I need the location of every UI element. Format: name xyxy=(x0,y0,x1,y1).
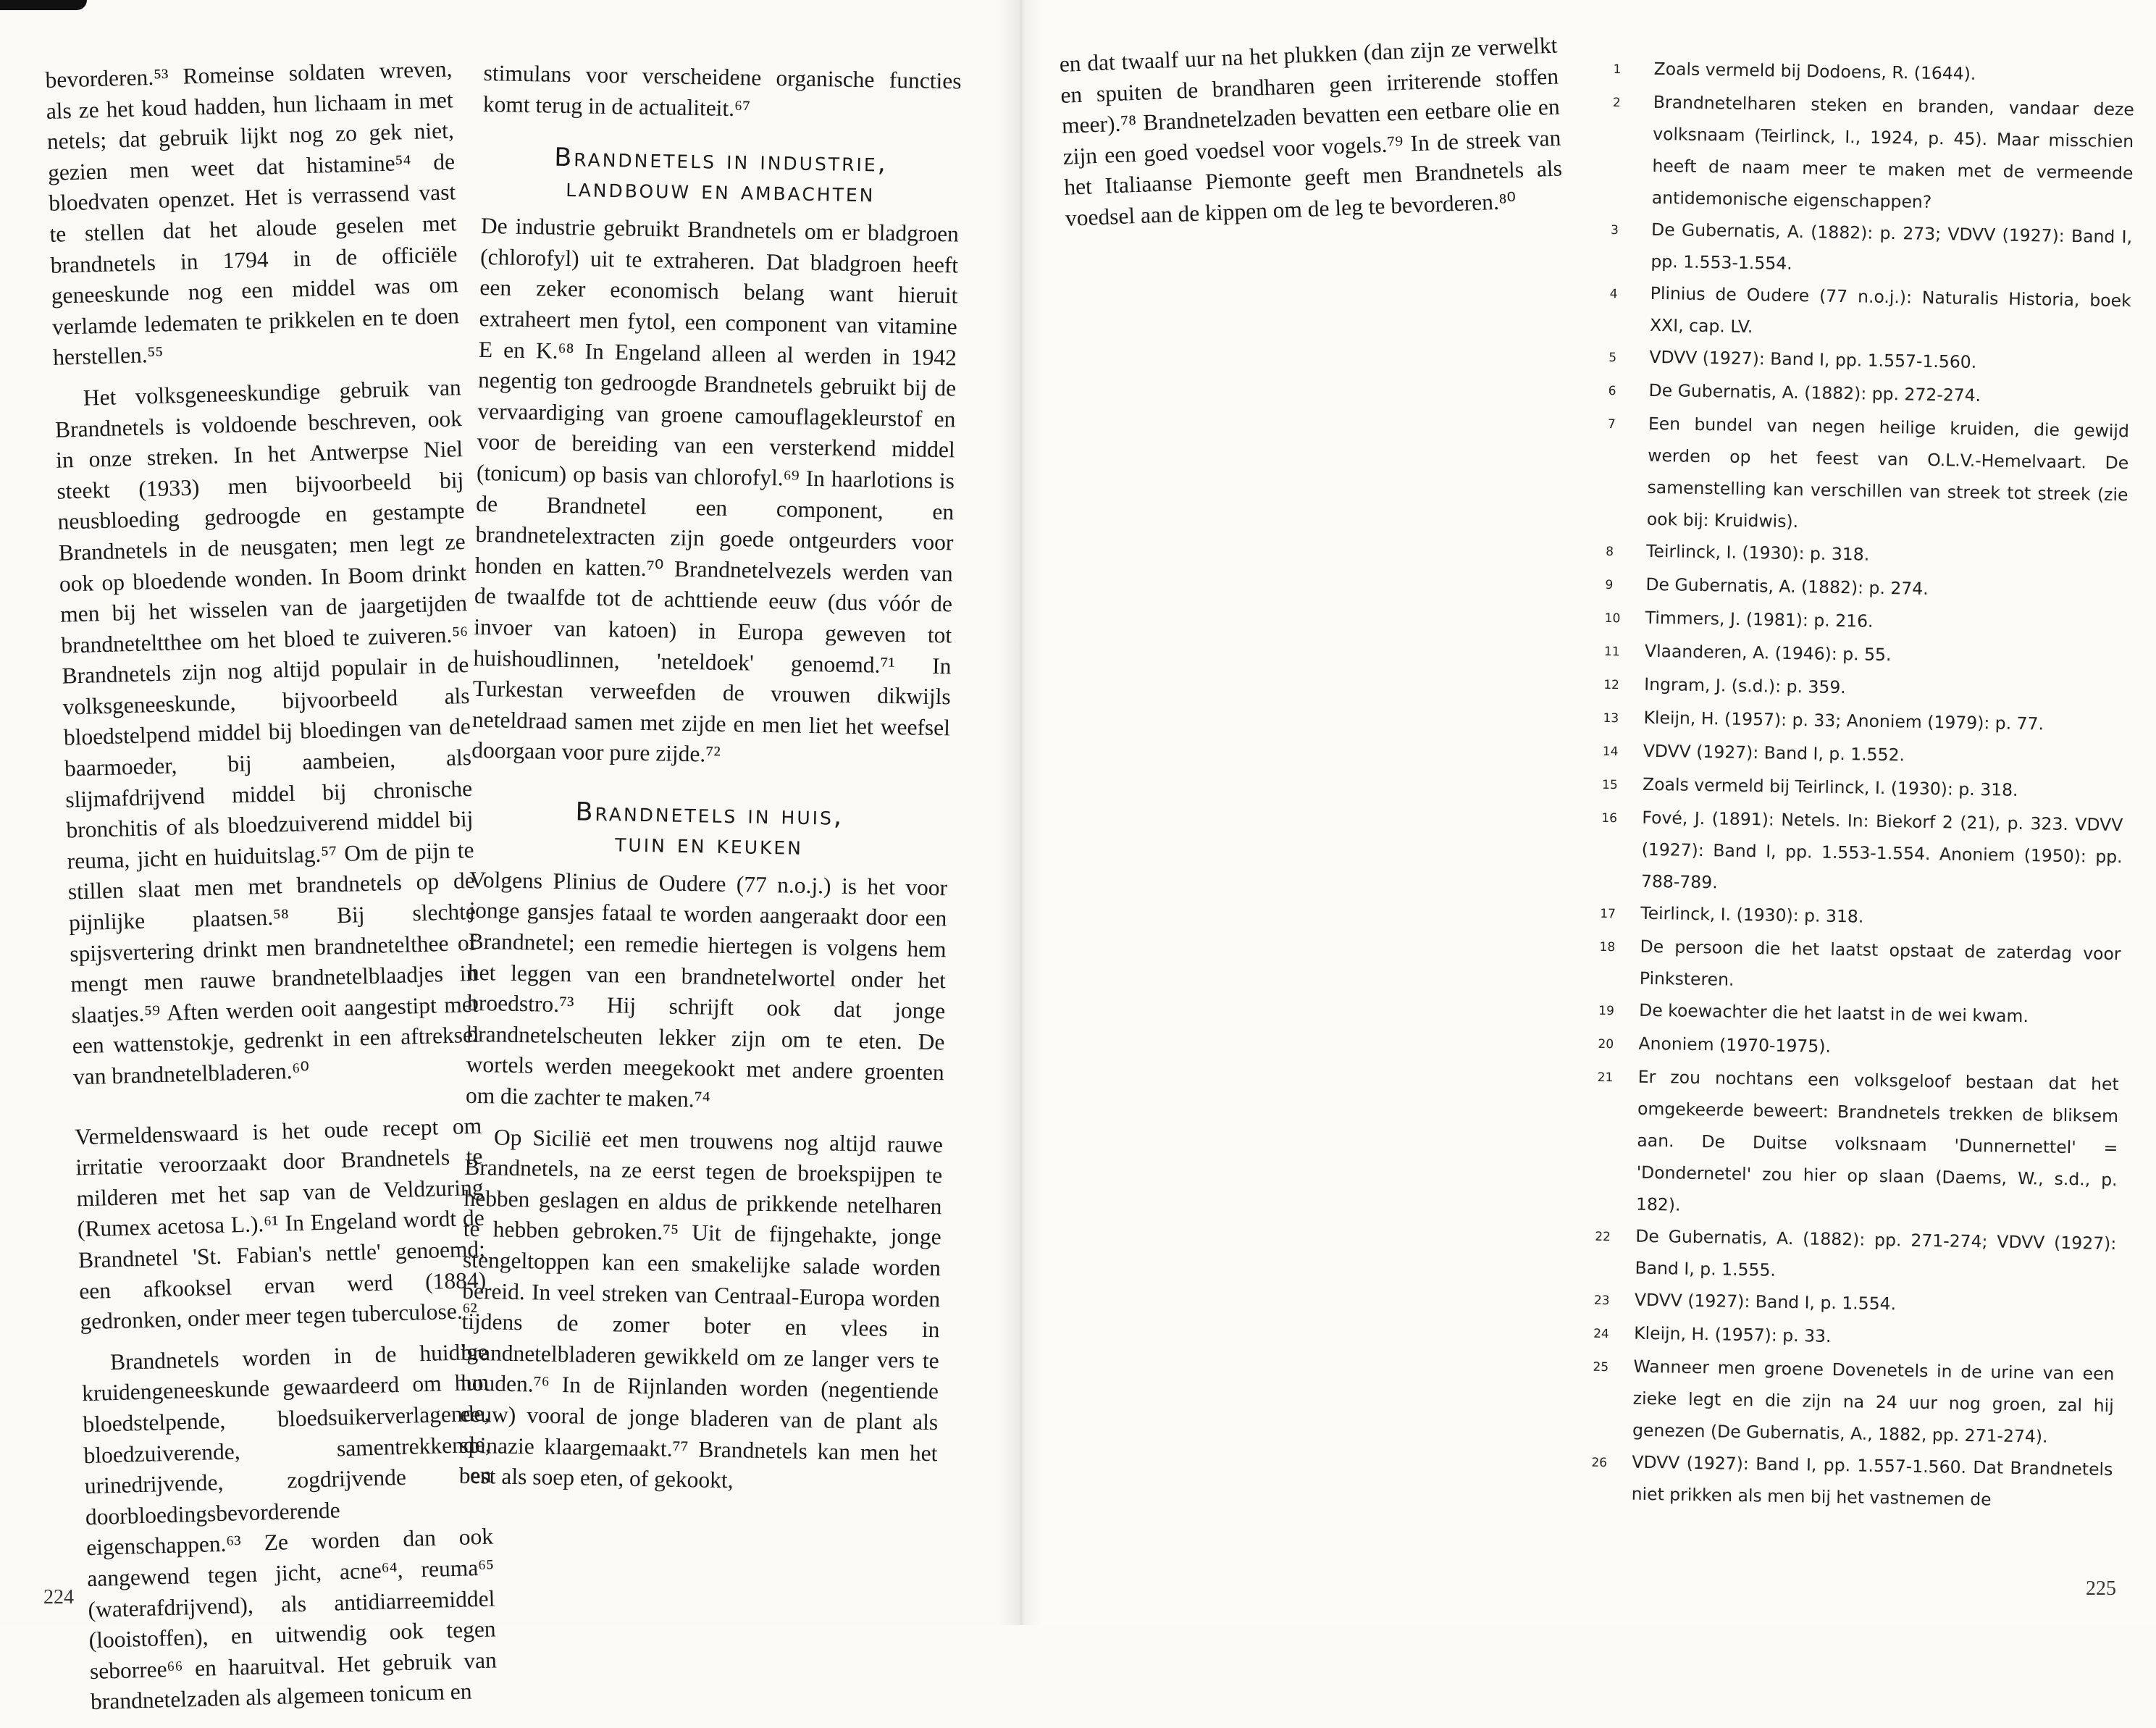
endnote-text: Zoals vermeld bij Teirlinck, I. (1930): p. 318. xyxy=(1642,773,2018,800)
endnote-text: De persoon die het laatst opstaat de zaterdag voor Pinksteren. xyxy=(1639,936,2121,990)
endnote-number: 2 xyxy=(1612,95,1621,111)
endnote-number: 26 xyxy=(1591,1455,1608,1471)
endnote-number: 5 xyxy=(1608,350,1617,366)
heading-line: Brandnetels in industrie, xyxy=(553,143,889,178)
paragraph: Op Sicilië eet men trouwens nog altijd rauwe Brandnetels, na ze eerst tegen de broekspijpen te hebben geslagen en aldus de prikkende netelharen te hebben gebroken.⁷⁵ Uit de fijngehakte, jonge stengeltoppen kan een smakelijke salade worden bereid. In veel streken van Centraal-Europa worden tijdens de zomer boter en vlees in brandnetelbladeren gewikkeld om ze langer vers te houden.⁷⁶ In de Rijnlanden worden (negentiende eeuw) vooral de jonge bladeren van de plant als spinazie klaargemaakt.⁷⁷ Brandnetels kan men het best als soep eten, of gekookt, xyxy=(458,1124,944,1493)
left-page-column-1 xyxy=(45,54,498,1728)
page-number-left: 224 xyxy=(43,1586,74,1609)
endnote-text: Teirlinck, I. (1930): p. 318. xyxy=(1640,902,1864,927)
paragraph: Volgens Plinius de Oudere (77 n.o.j.) is het voor jonge gansjes fataal te worden aangeraakt door een Brandnetel; een remedie hiertegen is volgens hem het leggen van een brandnetelwortel onder het broedstro.⁷³ Hij schrijft ook dat jonge brandnetelscheuten lekker zijn om te eten. De wortels werden meegekookt met andere groenten om die zachter te maken.⁷⁴ xyxy=(465,866,948,1112)
endnote-text: De Gubernatis, A. (1882): pp. 272-274. xyxy=(1648,379,1981,406)
endnote-item xyxy=(1592,1350,2115,1454)
heading-line: Brandnetels in huis, xyxy=(575,797,844,831)
paragraph: De industrie gebruikt Brandnetels om er bladgroen (chlorofyl) uit te extraheren. Dat bladgroen heeft een zeker economisch belang want hieruit extraheert men fytol, een component van vitamine E en K.⁶⁸ In Engeland alleen al werden in 1942 negentig ton gedroogde Brandnetels gebruikt bij de vervaardiging van groene camouflagekleurstof en voor de bereiding van een versterkend middel (tonicum) op basis van chlorofyl.⁶⁹ In haarlotions is de Brandnetel een component, en brandnetelextracten zijn goede ontgeurders voor honden en katten.⁷⁰ Brandnetelvezels werden van de twaalfde tot de achttiende eeuw (dus vóór de invoer van katoen) in Europa geweven tot huishoudlinnen, 'neteldoek' genoemd.⁷¹ In Turkestan verweefden de vrouwen dikwijls neteldraad samen met zijde en men liet het weefsel doorgaan voor pure zijde.⁷² xyxy=(471,213,960,768)
endnote-text: Kleijn, H. (1957): p. 33; Anoniem (1979): p. 77. xyxy=(1643,707,2044,734)
endnote-item xyxy=(1606,407,2130,542)
right-page-column-text xyxy=(1059,30,1564,245)
endnote-number: 3 xyxy=(1610,222,1619,238)
corner-shadow xyxy=(0,0,87,10)
endnote-number: 13 xyxy=(1603,710,1619,726)
endnote-text: Brandnetelharen steken en branden, vandaar deze volksnaam (Teirlinck, I., 1924, p. 45). Maar misschien heeft de naam meer te maken met de vermeende antidemonische eigenschappen? xyxy=(1651,91,2135,212)
paragraph: Het volksgeneeskundige gebruik van Brandnetels is voldoende beschreven, ook in onze streken. In het Antwerpse Niel steekt (1933) men bijvoorbeeld bij neusbloeding gedroogde en gestampte Brandnetels in de neusgaten; men legt ze ook op bloedende wonden. In Boom drinkt men bij het wisselen van de jaargetijden brandneteltthee om het bloed te zuiveren.⁵⁶ Brandnetels zijn nog altijd populair in de volksgeneeskunde, bijvoorbeeld als bloedstelpend middel bij bloedingen van de baarmoeder, bij aambeien, als slijmafdrijvend middel bij chronische bronchitis of als bloedzuiverend middel bij reuma, jicht en huiduitslag.⁵⁷ Om de pijn te stillen slaat men met brandnetels op de pijnlijke plaatsen.⁵⁸ Bij slechte spijsvertering drinkt men brandnetelthee of mengt men rauwe brandnetelblaadjes in slaatjes.⁵⁹ Aften werden ooit aangestipt met een wattenstokje, gedrenkt in een aftreksel van brandnetelbladeren.⁶⁰ xyxy=(54,374,480,1090)
endnote-number: 10 xyxy=(1604,611,1621,626)
endnote-number: 18 xyxy=(1599,939,1616,955)
endnote-number: 21 xyxy=(1597,1070,1614,1086)
paragraph: bevorderen.⁵³ Romeinse soldaten wreven, als ze het koud hadden, hun lichaam in met netels; dat gebruik lijkt nog zo gek niet, gezien men weet dat histamine⁵⁴ de bloedvaten openzet. Het is verrassend vast te stellen dat het aloude geselen met brandnetels in 1794 in de officiële geneeskunde nog een middel was om verlamde ledematen te prikkelen en te doen herstellen.⁵⁵ xyxy=(45,56,460,371)
endnote-number: 1 xyxy=(1613,62,1622,77)
endnote-number: 24 xyxy=(1593,1326,1609,1342)
endnote-text: De koewachter die het laatst in de wei kwam. xyxy=(1639,999,2029,1027)
endnote-text: De Gubernatis, A. (1882): p. 274. xyxy=(1645,574,1929,599)
endnote-item xyxy=(1601,801,2123,905)
endnote-item xyxy=(1595,1060,2119,1228)
endnote-text: Zoals vermeld bij Dodoens, R. (1644). xyxy=(1653,58,1976,84)
endnote-text: Er zou nochtans een volksgeloof bestaan dat het omgekeerde beweert: Brandnetels trekken de bliksem aan. De Duitse volksnaam 'Dunnernettel' = 'Dondernetel' zou hier op slaan (Daems, W., s.d., p. 182). xyxy=(1635,1066,2119,1215)
endnote-item xyxy=(1610,213,2132,285)
paragraph: en dat twaalf uur na het plukken (dan zijn ze verwelkt en spuiten de brandharen geen irriterende stoffen meer).⁷⁸ Brandnetelzaden bevatten een eetbare olie en zijn een goed voedsel voor vogels.⁷⁹ In de streek van het Italiaanse Piemonte geeft men Brandnetels als voedsel aan de kippen om de leg te bevorderen.⁸⁰ xyxy=(1059,32,1563,231)
endnote-text: Wanneer men groene Dovenetels in de urine van een zieke legt en die zijn na 24 uur nog groen, zal hij genezen (De Gubernatis, A., 1882, pp. 271-274). xyxy=(1632,1356,2115,1447)
endnote-number: 4 xyxy=(1609,286,1618,302)
endnote-number: 25 xyxy=(1593,1359,1609,1375)
endnote-number: 16 xyxy=(1601,810,1618,826)
endnote-text: Teirlinck, I. (1930): p. 318. xyxy=(1645,540,1870,565)
left-page-column-2 xyxy=(458,58,962,1510)
endnote-text: De Gubernatis, A. (1882): p. 273; VDVV (1927): Band I, pp. 1.553-1.554. xyxy=(1650,219,2133,274)
endnote-number: 12 xyxy=(1603,677,1620,693)
endnote-item xyxy=(1590,1446,2113,1517)
endnote-text: Een bundel van negen heilige kruiden, die gewijd werden op het feest van O.L.V.-Hemelvaart. De samenstelling kan verschillen van streek tot streek (zie ook bij: Kruidwis). xyxy=(1646,413,2130,532)
endnotes-list xyxy=(1590,52,2135,1517)
endnote-item xyxy=(1599,930,2121,1002)
paragraph: stimulans voor verscheidene organische functies komt terug in de actualiteit.⁶⁷ xyxy=(482,59,962,122)
endnote-text: Plinius de Oudere (77 n.o.j.): Naturalis Historia, boek XXI, cap. LV. xyxy=(1649,282,2131,337)
section-heading-industrie xyxy=(482,141,960,211)
section-heading-huis xyxy=(470,795,949,865)
endnote-text: VDVV (1927): Band I, p. 1.554. xyxy=(1634,1289,1897,1314)
endnote-number: 8 xyxy=(1606,544,1614,560)
endnote-item xyxy=(1611,85,2135,221)
endnote-number: 19 xyxy=(1598,1003,1614,1019)
heading-line: landbouw en ambachten xyxy=(565,174,876,209)
endnote-text: Vlaanderen, A. (1946): p. 55. xyxy=(1644,640,1892,666)
heading-line: tuin en keuken xyxy=(614,829,804,861)
endnote-text: De Gubernatis, A. (1882): pp. 271-274; VDVV (1927): Band I, p. 1.555. xyxy=(1635,1225,2117,1280)
endnote-item xyxy=(1609,277,2131,348)
endnote-number: 22 xyxy=(1595,1229,1611,1245)
endnote-text: Timmers, J. (1981): p. 216. xyxy=(1645,607,1874,632)
endnote-number: 20 xyxy=(1598,1036,1614,1052)
endnote-number: 9 xyxy=(1605,577,1614,593)
endnote-number: 14 xyxy=(1602,744,1619,760)
endnote-text: Anoniem (1970-1975). xyxy=(1638,1033,1832,1057)
endnote-number: 6 xyxy=(1608,383,1616,399)
book-gutter xyxy=(999,0,1043,1625)
endnote-number: 17 xyxy=(1600,906,1616,922)
endnote-text: Kleijn, H. (1957): p. 33. xyxy=(1634,1322,1832,1346)
endnote-text: VDVV (1927): Band I, pp. 1.557-1.560. xyxy=(1649,346,1977,372)
endnote-text: VDVV (1927): Band I, p. 1.552. xyxy=(1643,740,1905,766)
endnote-number: 11 xyxy=(1603,644,1620,660)
endnote-text: Ingram, J. (s.d.): p. 359. xyxy=(1644,674,1846,698)
endnote-number: 15 xyxy=(1601,777,1618,793)
paragraph: Brandnetels worden in de huidige kruidengeneeskunde gewaardeerd om hun bloedstelpende, bloedsuikerverlagende, bloedzuiverende, samentrekkende, urinedrijvende, zogdrijvende en doorbloedingsbevorderende eigenschappen.⁶³ Ze worden dan ook aangewend tegen jicht, acne⁶⁴, reuma⁶⁵ (waterafdrijvend), als antidiarreemiddel (looistoffen), en uitwendig ook tegen seborree⁶⁶ en haaruitval. Het gebruik van brandnetelzaden als algemeen tonicum en xyxy=(81,1338,498,1715)
endnote-text: Fové, J. (1891): Netels. In: Biekorf 2 (21), p. 323. VDVV (1927): Band I, pp. 1.553-1.554. Anoniem (1950): pp. 788-789. xyxy=(1640,807,2123,893)
endnote-number: 7 xyxy=(1607,416,1616,432)
endnote-item xyxy=(1594,1220,2116,1291)
paragraph: Vermeldenswaard is het oude recept om irritatie veroorzaakt door Brandnetels te milderen met het sap van de Veldzuring (Rumex acetosa L.).⁶¹ In Engeland wordt de Brandnetel 'St. Fabian's nettle' genoemd; een afkooksel ervan werd (1884) gedronken, onder meer tegen tuberculose.⁶² xyxy=(74,1112,487,1335)
endnote-text: VDVV (1927): Band I, pp. 1.557-1.560. Dat Brandnetels niet prikken als men bij het vastnemen de xyxy=(1631,1451,2113,1510)
endnote-number: 23 xyxy=(1593,1293,1610,1309)
page-number-right: 225 xyxy=(2086,1577,2116,1600)
